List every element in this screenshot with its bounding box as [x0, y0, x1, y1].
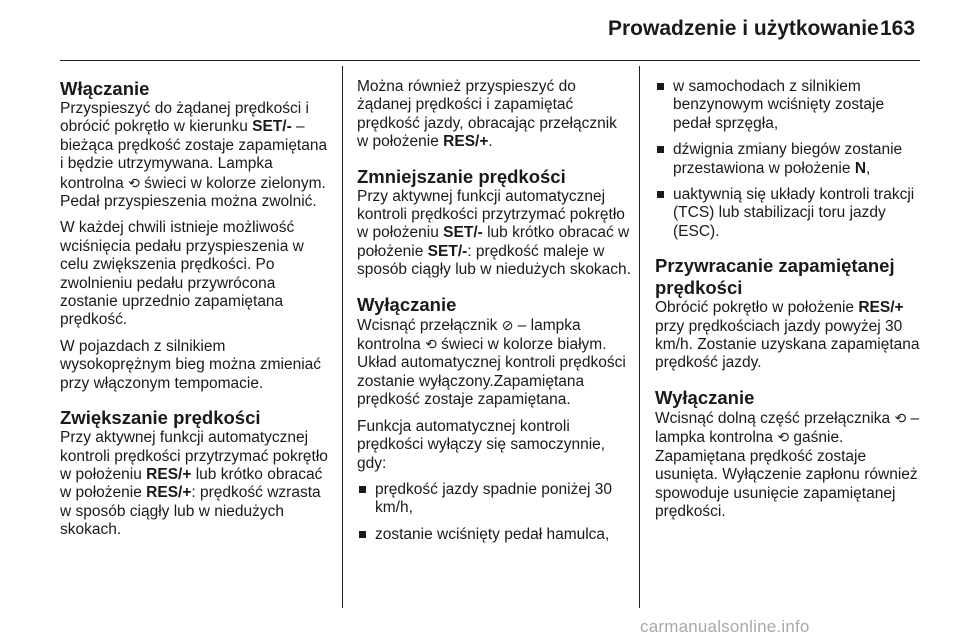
header-divider [60, 60, 920, 61]
paragraph: Przyspieszyć do żądanej prędkości i obrócić pokrętło w kierunku SET/- – bieżąca prędkość zostaje zapamiętana i będzie utrzymywana. Lampka kontrolna ⟲ świeci w kolorze zielonym. Pedał przyspieszenia można zwolnić. [60, 100, 328, 211]
paragraph: W pojazdach z silnikiem wysokoprężnym bieg można zmieniać przy włączonym tempomacie. [60, 337, 322, 392]
list-item: w samochodach z silnikiem benzynowym wciśnięty zostaje pedał sprzęgła, [655, 78, 925, 133]
section-heading: Wyłączanie [357, 293, 457, 315]
page-number: 163 [880, 17, 916, 40]
condition-list [357, 481, 632, 544]
section-heading: Włączanie [60, 78, 150, 99]
cruise-control-lamp-icon: ⟲ [425, 336, 437, 353]
paragraph: Funkcja automatycznej kontroli prędkości wyłączy się samoczynnie, gdy: [357, 417, 606, 472]
column-divider-2 [639, 66, 640, 608]
paragraph: Wcisnąć przełącznik ⊘ – lampka kontrolna ⟲ świeci w kolorze białym. Układ automatycznej kontroli prędkości zostanie wyłączony.Zapamiętana prędkość zostaje zapamiętana. [357, 316, 626, 409]
section-heading: Zmniejszanie prędkości [357, 165, 566, 187]
page-header [0, 0, 960, 40]
column-2 [357, 78, 632, 552]
list-item: uaktywnią się układy kontroli trakcji (TCS) lub stabilizacji toru jazdy (ESC). [655, 186, 925, 241]
paragraph: Przy aktywnej funkcji automatycznej kontroli prędkości przytrzymać pokrętło w położeniu RES/+ lub krótko obracać w położenie RES/+: prędkość wzrasta w sposób ciągły lub w niedużych skokach. [60, 429, 328, 539]
condition-list [655, 78, 925, 241]
cruise-control-off-icon: ⊘ [501, 316, 514, 333]
list-item: prędkość jazdy spadnie poniżej 30 km/h, [357, 481, 632, 518]
section-heading: Zwiększanie prędkości [60, 407, 261, 429]
paragraph: Przy aktywnej funkcji automatycznej kontroli prędkości przytrzymać pokrętło w położeniu SET/- lub krótko obracać w położenie SET/-: prędkość maleje w sposób ciągły lub w niedużych skokach. [357, 187, 631, 279]
paragraph: Wcisnąć dolną część przełącznika ⟲ – lampka kontrolna ⟲ gaśnie. Zapamiętana prędkość zostaje usunięta. Wyłączenie zapłonu również spowoduje usunięcie zapamiętanej prędkości. [655, 409, 920, 520]
section-heading: Wyłączanie [655, 386, 755, 408]
column-1 [60, 78, 330, 548]
column-divider-1 [342, 66, 343, 608]
paragraph: W każdej chwili istnieje możliwość wciśnięcia pedału przyspieszenia w celu zwiększenia prędkości. Po zwolnieniu pedału przywrócona zostanie uprzednio zapamiętana prędkość. [60, 219, 304, 329]
paragraph: Obrócić pokrętło w położenie RES/+ przy prędkościach jazdy powyżej 30 km/h. Zostanie uzyskana zapamiętana prędkość jazdy. [655, 299, 920, 372]
cruise-control-lamp-icon: ⟲ [777, 429, 790, 446]
column-3 [655, 78, 925, 529]
cruise-control-lamp-icon: ⟲ [128, 174, 140, 191]
watermark: carmanualsonline.info [640, 617, 810, 636]
cruise-control-lamp-icon: ⟲ [894, 409, 907, 426]
list-item: dźwignia zmiany biegów zostanie przestawiona w położenie N, [655, 141, 925, 178]
page-title: Prowadzenie i użytkowanie [608, 17, 879, 40]
paragraph: Można również przyspieszyć do żądanej prędkości i zapamiętać prędkość jazdy, obracając przełącznik w położenie RES/+. [357, 78, 617, 151]
list-item: zostanie wciśnięty pedał hamulca, [357, 526, 632, 544]
section-heading: Przywracanie zapamiętanej prędkości [655, 255, 895, 299]
